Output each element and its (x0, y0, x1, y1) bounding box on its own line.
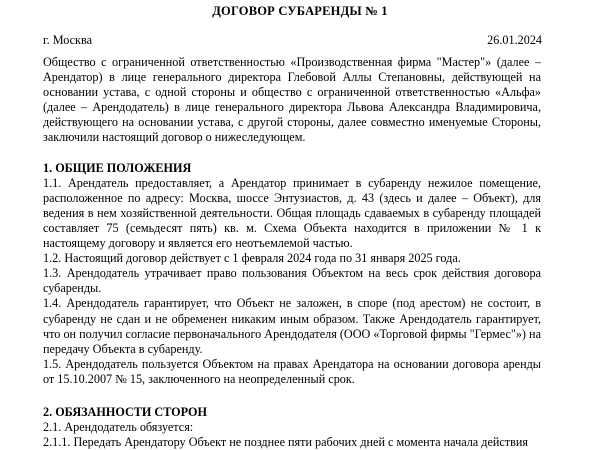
clause-1-3: 1.3. Арендодатель утрачивает право пользования Объектом на весь срок действия договора субаренды. (43, 266, 541, 296)
clause-2-1-1: 2.1.1. Передать Арендатору Объект не позднее пяти рабочих дней с момента начала действия (43, 435, 529, 450)
clause-1-4: 1.4. Арендодатель гарантирует, что Объект не заложен, в споре (под арестом) не состоит, в субаренду не сдан и не обременен никаким иным образом. Также Арендодатель гарантирует, что он получил согласие первоначального Арендодателя (ООО «Торговой фирмы "Гермес"») на передачу Объекта в субаренду. (43, 296, 541, 356)
clause-2-1: 2.1. Арендодатель обязуется: (43, 420, 194, 435)
city: г. Москва (43, 33, 92, 47)
section-heading-obligations: 2. ОБЯЗАННОСТИ СТОРОН (43, 404, 207, 419)
document-body (43, 55, 541, 450)
preamble-paragraph: Общество с ограниченной ответственностью «Производственная фирма "Мастер"» (далее – Арендатор) в лице генерального директора Глебовой Аллы Степановны, действующей на основании устава, с одной стороны и общество с ограниченной ответственностью «Альфа» (далее – Арендодатель) в лице генерального директора Львова Александра Владимировича, действующего на основании устава, с другой стороны, далее совместно именуемые Стороны, заключили настоящий договор о нижеследующем. (43, 55, 541, 145)
clause-1-2: 1.2. Настоящий договор действует с 1 февраля 2024 года по 31 января 2025 года. (43, 251, 461, 266)
clause-1-5: 1.5. Арендодатель пользуется Объектом на правах Арендатора на основании договора аренды от 15.10.2007 № 15, заключенного на неопределенный срок. (43, 356, 541, 386)
clause-1-1: 1.1. Арендатель предоставляет, а Арендатор принимает в субаренду нежилое помещение, расположенное по адресу: Москва, шоссе Энтузиастов, д. 43 (здесь и далее – Объект), для ведения в нем хозяйственной деятельности. Общая площадь сдаваемых в субаренду площадей составляет 75 (семьдесят пять) кв. м. Схема Объекта находится в приложении № 1 к настоящему договору и является его неотъемлемой частью. (43, 175, 541, 251)
document-title: ДОГОВОР СУБАРЕНДЫ № 1 (212, 4, 388, 18)
date: 26.01.2024 (487, 33, 542, 47)
section-heading-general: 1. ОБЩИЕ ПОЛОЖЕНИЯ (43, 160, 192, 175)
